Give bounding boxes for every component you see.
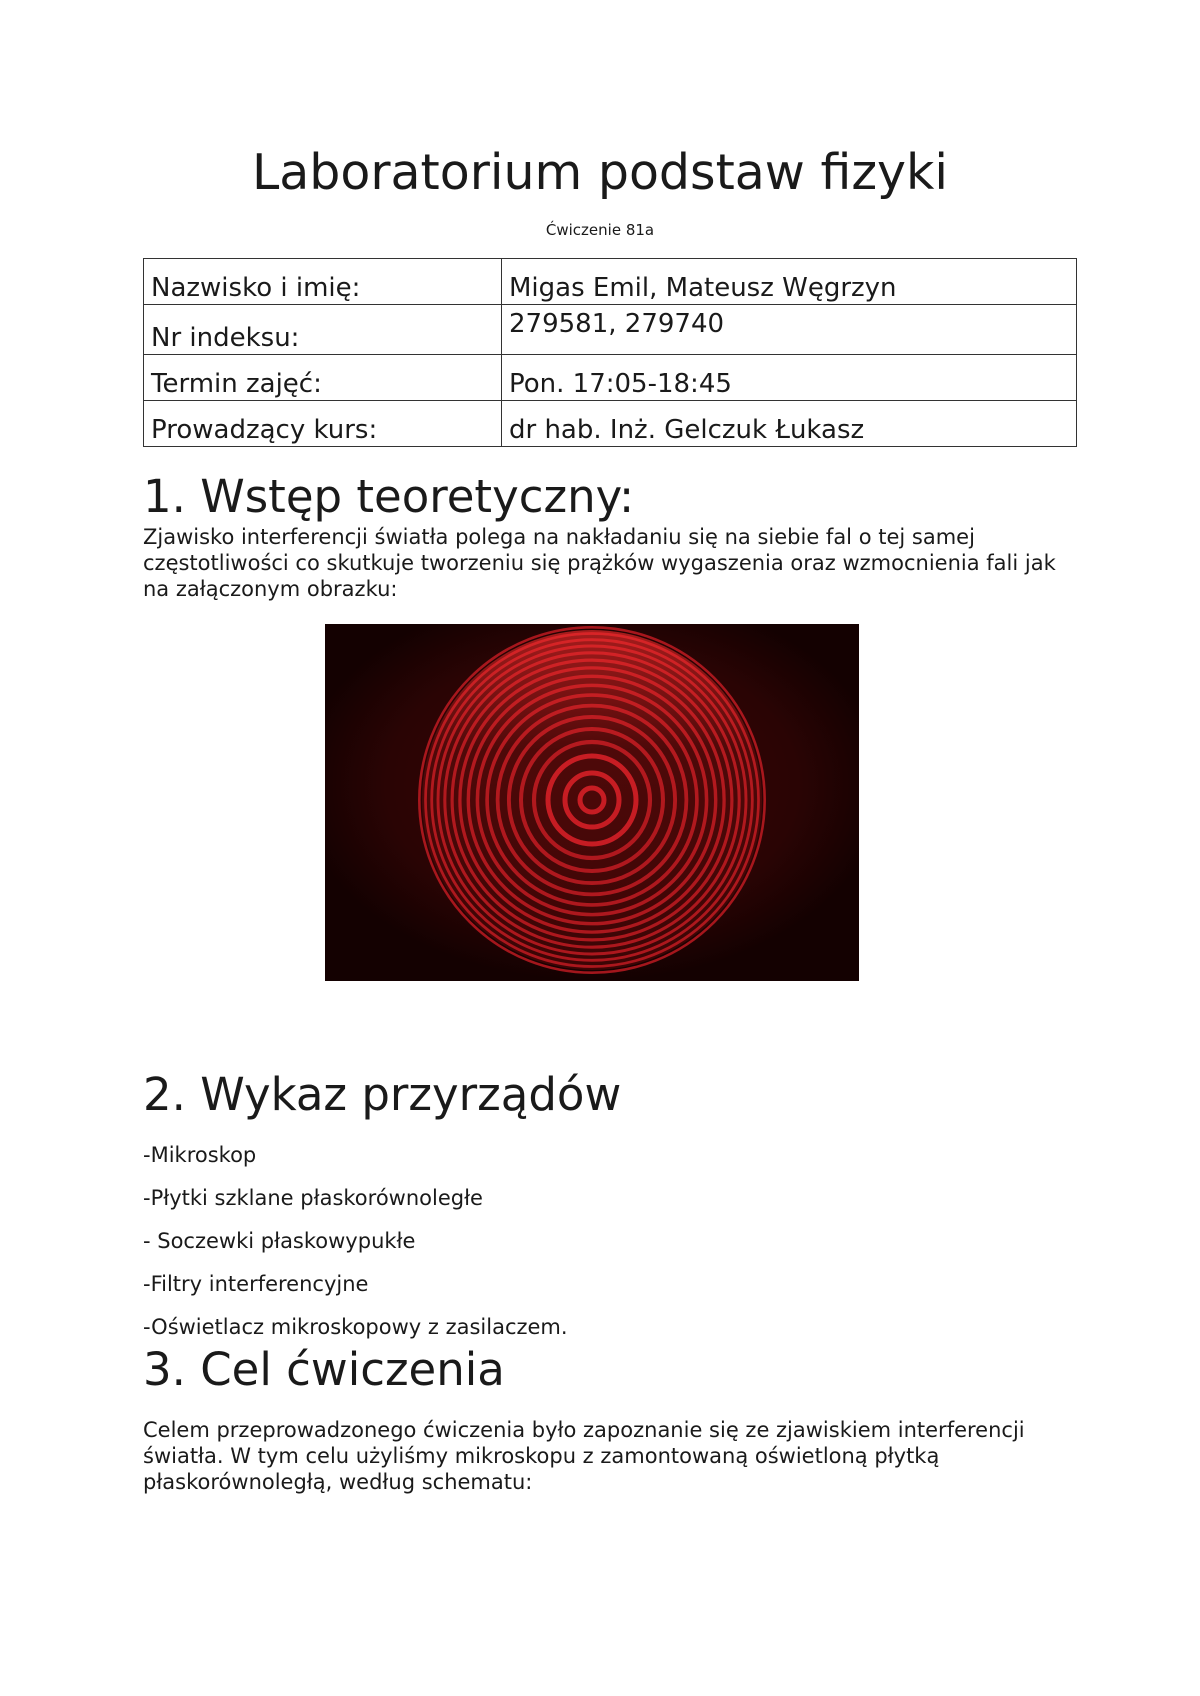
intro-paragraph: Zjawisko interferencji światła polega na nakładaniu się na siebie fal o tej samej częstotliwości co skutkuje tworzeniu się prążków wygaszenia oraz wzmocnienia fali jak na załączonym obrazku: bbox=[143, 525, 1056, 601]
table-label: Termin zajęć: bbox=[144, 355, 502, 401]
table-label: Nr indeksu: bbox=[144, 305, 502, 355]
table-row bbox=[144, 355, 1077, 401]
list-item: -Oświetlacz mikroskopowy z zasilaczem. bbox=[143, 1315, 568, 1339]
list-item: -Mikroskop bbox=[143, 1143, 257, 1167]
list-item: - Soczewki płaskowypukłe bbox=[143, 1229, 416, 1253]
page-title: Laboratorium podstaw fizyki bbox=[251, 144, 949, 201]
table-value: Migas Emil, Mateusz Węgrzyn bbox=[502, 259, 1077, 305]
interference-fringes-image bbox=[325, 624, 859, 981]
table-value: Pon. 17:05-18:45 bbox=[502, 355, 1077, 401]
table-label: Prowadzący kurs: bbox=[144, 401, 502, 447]
equipment-list bbox=[143, 1142, 568, 1357]
section-heading-equipment: 2. Wykaz przyrządów bbox=[143, 1068, 622, 1121]
list-item: -Filtry interferencyjne bbox=[143, 1272, 369, 1296]
table-value: 279581, 279740 bbox=[502, 305, 1077, 355]
table-row bbox=[144, 305, 1077, 355]
exercise-number: Ćwiczenie 81a bbox=[545, 221, 655, 239]
table-label: Nazwisko i imię: bbox=[144, 259, 502, 305]
table-value: dr hab. Inż. Gelczuk Łukasz bbox=[502, 401, 1077, 447]
info-table bbox=[143, 258, 1077, 447]
table-row bbox=[144, 259, 1077, 305]
section-heading-intro: 1. Wstęp teoretyczny: bbox=[143, 470, 635, 523]
list-item: -Płytki szklane płaskorównoległe bbox=[143, 1186, 483, 1210]
table-row bbox=[144, 401, 1077, 447]
goal-paragraph: Celem przeprowadzonego ćwiczenia było zapoznanie się ze zjawiskiem interferencji światła. W tym celu użyliśmy mikroskopu z zamontowaną oświetloną płytką płaskorównoległą, według schematu: bbox=[143, 1418, 1025, 1494]
section-heading-goal: 3. Cel ćwiczenia bbox=[143, 1343, 505, 1396]
